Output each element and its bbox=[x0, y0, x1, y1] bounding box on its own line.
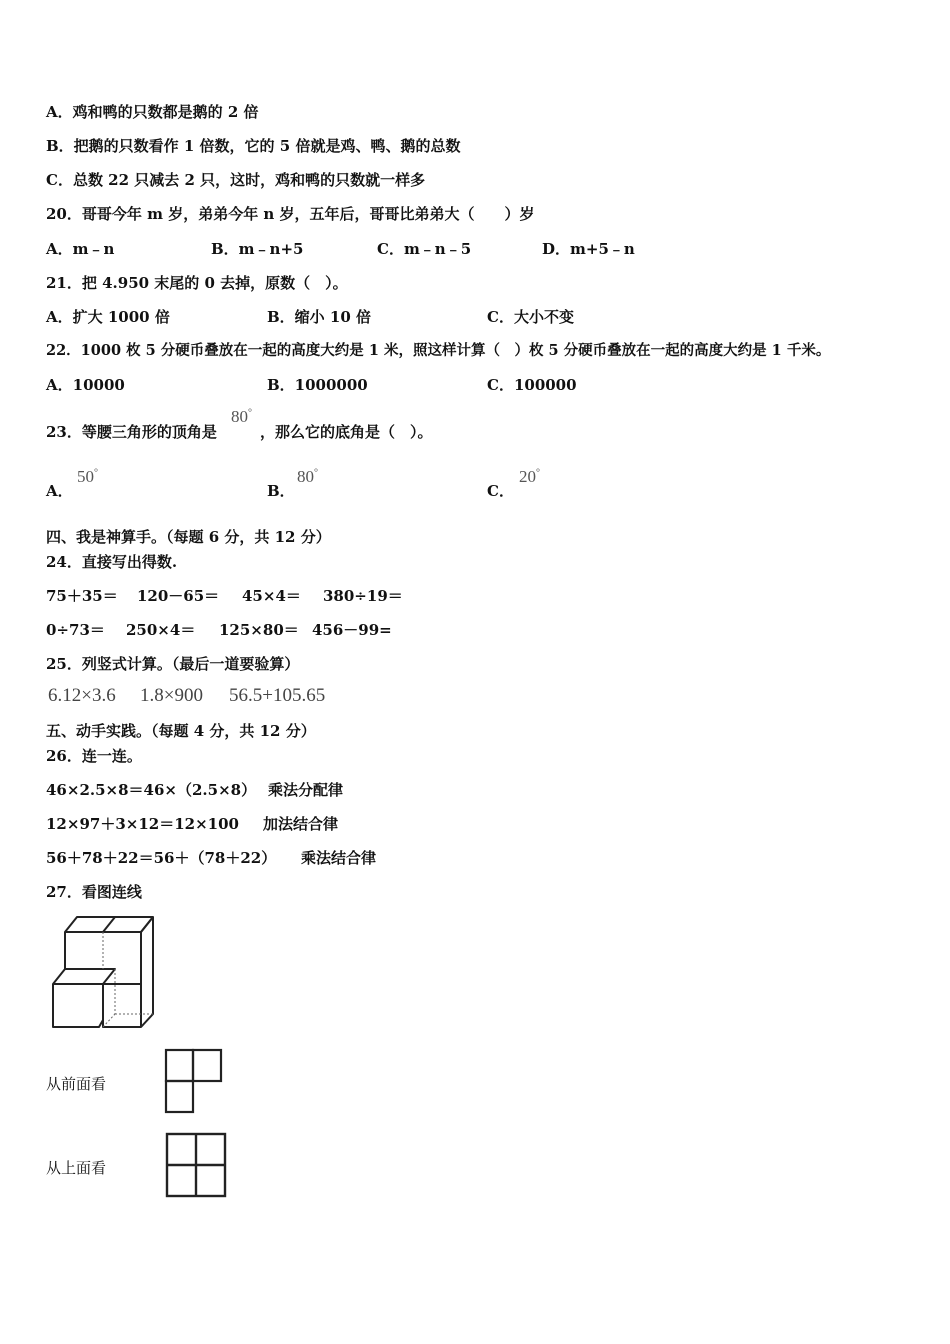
q23-apex-angle: 80° bbox=[231, 407, 252, 426]
q26-expression: 12×97＋3×12＝12×100 bbox=[46, 815, 239, 833]
q24-item: 125×80＝ bbox=[219, 621, 299, 639]
q26-stem: 26．连一连。 bbox=[46, 747, 142, 765]
q26-expression: 46×2.5×8＝46×（2.5×8） bbox=[46, 781, 257, 799]
q24-item: 380÷19＝ bbox=[323, 587, 403, 605]
q21-option-c: C．大小不变 bbox=[487, 308, 574, 326]
q24-item: 250×4＝ bbox=[126, 621, 196, 639]
q23-option-a-angle: 50° bbox=[77, 467, 98, 486]
q24-stem: 24．直接写出得数. bbox=[46, 553, 178, 571]
q26-expression: 56＋78＋22＝56＋（78＋22） bbox=[46, 849, 277, 867]
q21-option-a: A．扩大 1000 倍 bbox=[46, 308, 170, 326]
q23-stem-after: ，那么它的底角是（ ）。 bbox=[260, 423, 433, 441]
q25-item: 6.12×3.6 bbox=[48, 685, 116, 706]
top-view-figure bbox=[164, 1131, 228, 1199]
q20-option-c: C．m﹣n﹣5 bbox=[377, 240, 472, 258]
q23-option-c-letter: C． bbox=[487, 482, 514, 500]
q26-law: 乘法分配律 bbox=[268, 781, 344, 799]
q20-option-a: A．m﹣n bbox=[46, 240, 115, 258]
section5-title: 五、动手实践。（每题 4 分，共 12 分） bbox=[46, 722, 316, 740]
q19-option-c: C．总数 22 只减去 2 只，这时，鸡和鸭的只数就一样多 bbox=[46, 171, 426, 189]
section4-title: 四、我是神算手。（每题 6 分，共 12 分） bbox=[46, 528, 331, 546]
q25-item: 56.5+105.65 bbox=[229, 685, 326, 706]
q23-option-c-angle: 20° bbox=[519, 467, 540, 486]
q24-item: 456－99= bbox=[312, 621, 392, 639]
q23-stem-before: 23．等腰三角形的顶角是 bbox=[46, 423, 217, 441]
q22-option-a: A．10000 bbox=[46, 376, 125, 394]
q20-option-b: B．m﹣n+5 bbox=[211, 240, 304, 258]
q20-option-d: D．m+5﹣n bbox=[542, 240, 635, 258]
q24-item: 45×4＝ bbox=[242, 587, 301, 605]
q26-law: 加法结合律 bbox=[263, 815, 339, 833]
q27-stem: 27．看图连线 bbox=[46, 883, 142, 901]
q24-item: 75＋35＝ bbox=[46, 587, 118, 605]
q23-option-b-letter: B． bbox=[267, 482, 295, 500]
q21-stem: 21．把 4.950 末尾的 0 去掉，原数（ ）。 bbox=[46, 274, 348, 292]
q22-option-c: C．100000 bbox=[487, 376, 577, 394]
q23-option-b-angle: 80° bbox=[297, 467, 318, 486]
q21-option-b: B．缩小 10 倍 bbox=[267, 308, 371, 326]
front-view-label: 从前面看 bbox=[46, 1075, 107, 1093]
top-view-label: 从上面看 bbox=[46, 1159, 107, 1177]
q22-stem: 22．1000 枚 5 分硬币叠放在一起的高度大约是 1 米，照这样计算（ ）枚 5 分硬币叠放在一起的高度大约是 1 千米。 bbox=[46, 342, 831, 359]
q24-item: 120－65＝ bbox=[137, 587, 220, 605]
q26-law: 乘法结合律 bbox=[301, 849, 377, 867]
q25-stem: 25．列竖式计算。（最后一道要验算） bbox=[46, 655, 300, 673]
q19-option-a: A．鸡和鸭的只数都是鹅的 2 倍 bbox=[46, 103, 259, 121]
q25-item: 1.8×900 bbox=[140, 685, 203, 706]
q24-item: 0÷73＝ bbox=[46, 621, 105, 639]
q20-stem: 20．哥哥今年 m 岁，弟弟今年 n 岁，五年后，哥哥比弟弟大（ ）岁 bbox=[46, 205, 535, 223]
q22-option-b: B．1000000 bbox=[267, 376, 368, 394]
front-view-figure bbox=[163, 1048, 225, 1114]
q19-option-b: B．把鹅的只数看作 1 倍数，它的 5 倍就是鸡、鸭、鹅的总数 bbox=[46, 137, 461, 155]
q23-option-a-letter: A． bbox=[46, 482, 73, 500]
cube-figure bbox=[44, 912, 158, 1032]
